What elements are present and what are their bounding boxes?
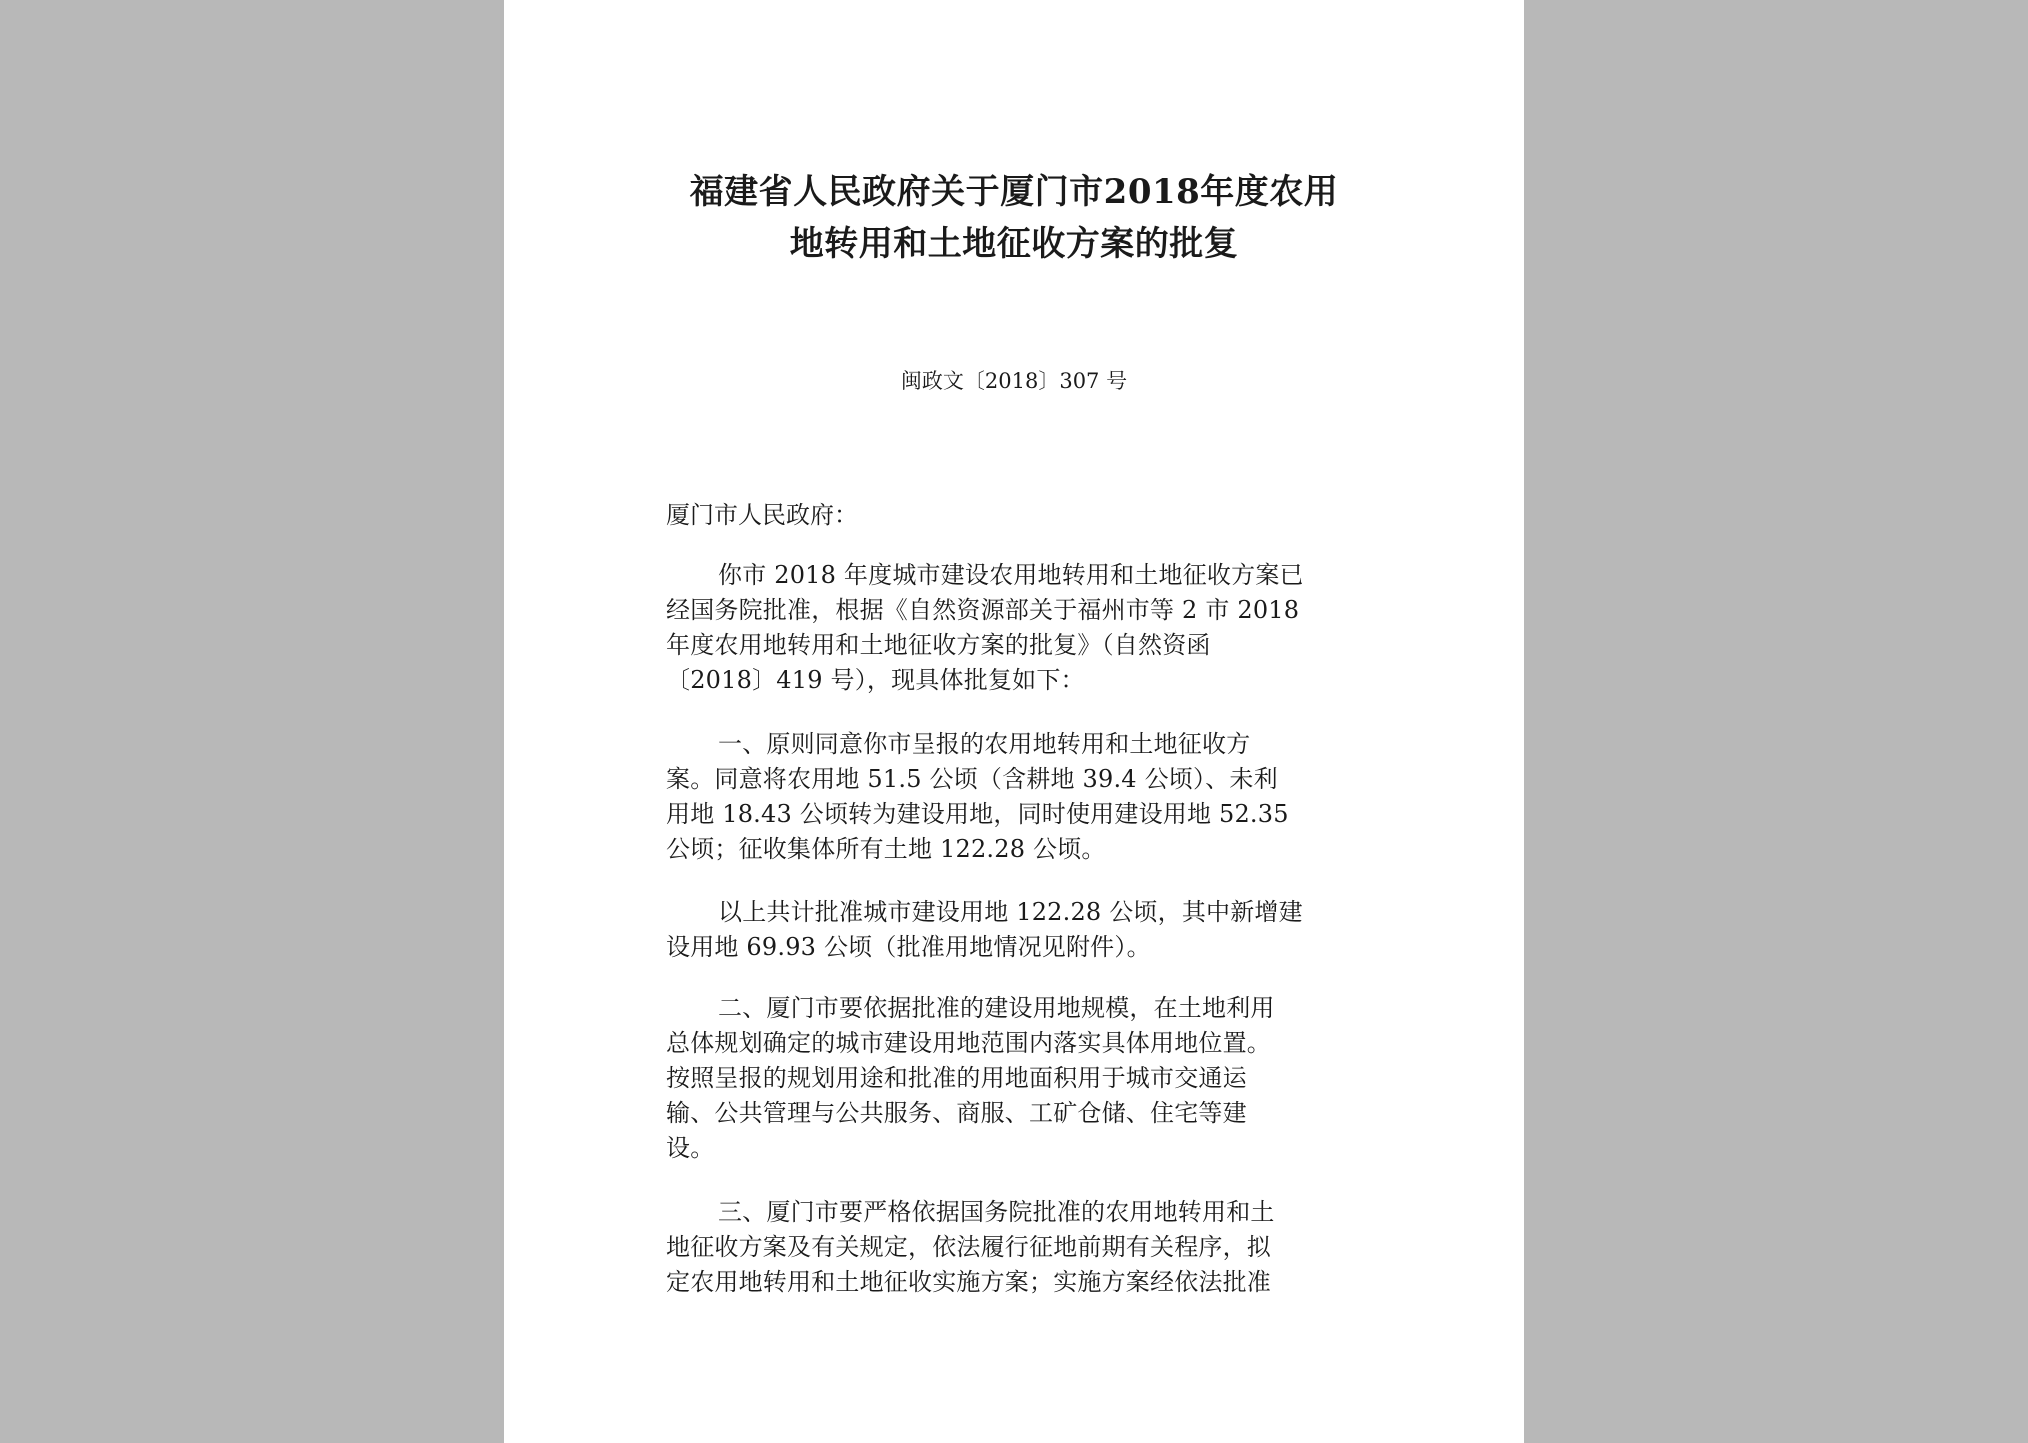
paragraph-line: 输、公共管理与公共服务、商服、工矿仓储、住宅等建 <box>666 1099 1247 1127</box>
paragraph-intro <box>666 558 1386 698</box>
paragraph-line: 公顷；征收集体所有土地 122.28 公顷。 <box>666 835 1106 863</box>
paragraph-line: 设用地 69.93 公顷（批准用地情况见附件）。 <box>666 933 1151 961</box>
document-page <box>504 0 1524 1443</box>
paragraph-line: 经国务院批准，根据《自然资源部关于福州市等 2 市 2018 <box>666 596 1300 624</box>
paragraph-line: 以上共计批准城市建设用地 122.28 公顷，其中新增建 <box>718 898 1303 926</box>
paragraph-line: 三、厦门市要严格依据国务院批准的农用地转用和土 <box>718 1198 1275 1226</box>
paragraph-line: 用地 18.43 公顷转为建设用地，同时使用建设用地 52.35 <box>666 800 1289 828</box>
paragraph-item-1 <box>666 727 1386 867</box>
document-title <box>654 166 1374 270</box>
paragraph-line: 总体规划确定的城市建设用地范围内落实具体用地位置。 <box>666 1029 1271 1057</box>
paragraph-line: 案。同意将农用地 51.5 公顷（含耕地 39.4 公顷）、未利 <box>666 765 1278 793</box>
paragraph-line: 年度农用地转用和土地征收方案的批复》（自然资函 <box>666 631 1211 659</box>
paragraph-line: 设。 <box>666 1134 715 1162</box>
paragraph-line: 二、厦门市要依据批准的建设用地规模，在土地利用 <box>718 994 1275 1022</box>
paragraph-line: 按照呈报的规划用途和批准的用地面积用于城市交通运 <box>666 1064 1247 1092</box>
paragraph-item-2 <box>666 991 1386 1166</box>
title-line: 地转用和土地征收方案的批复 <box>789 224 1239 264</box>
addressee: 厦门市人民政府： <box>666 501 858 529</box>
paragraph-line: 定农用地转用和土地征收实施方案；实施方案经依法批准 <box>666 1268 1271 1296</box>
paragraph-summary <box>666 895 1386 965</box>
title-line: 福建省人民政府关于厦门市2018年度农用 <box>689 172 1339 212</box>
document-number: 闽政文〔2018〕307 号 <box>900 369 1128 393</box>
paragraph-item-3 <box>666 1195 1386 1300</box>
paragraph-line: 一、原则同意你市呈报的农用地转用和土地征收方 <box>718 730 1251 758</box>
paragraph-line: 〔2018〕419 号），现具体批复如下： <box>666 666 1085 694</box>
paragraph-line: 地征收方案及有关规定，依法履行征地前期有关程序，拟 <box>666 1233 1271 1261</box>
paragraph-line: 你市 2018 年度城市建设农用地转用和土地征收方案已 <box>718 561 1304 589</box>
